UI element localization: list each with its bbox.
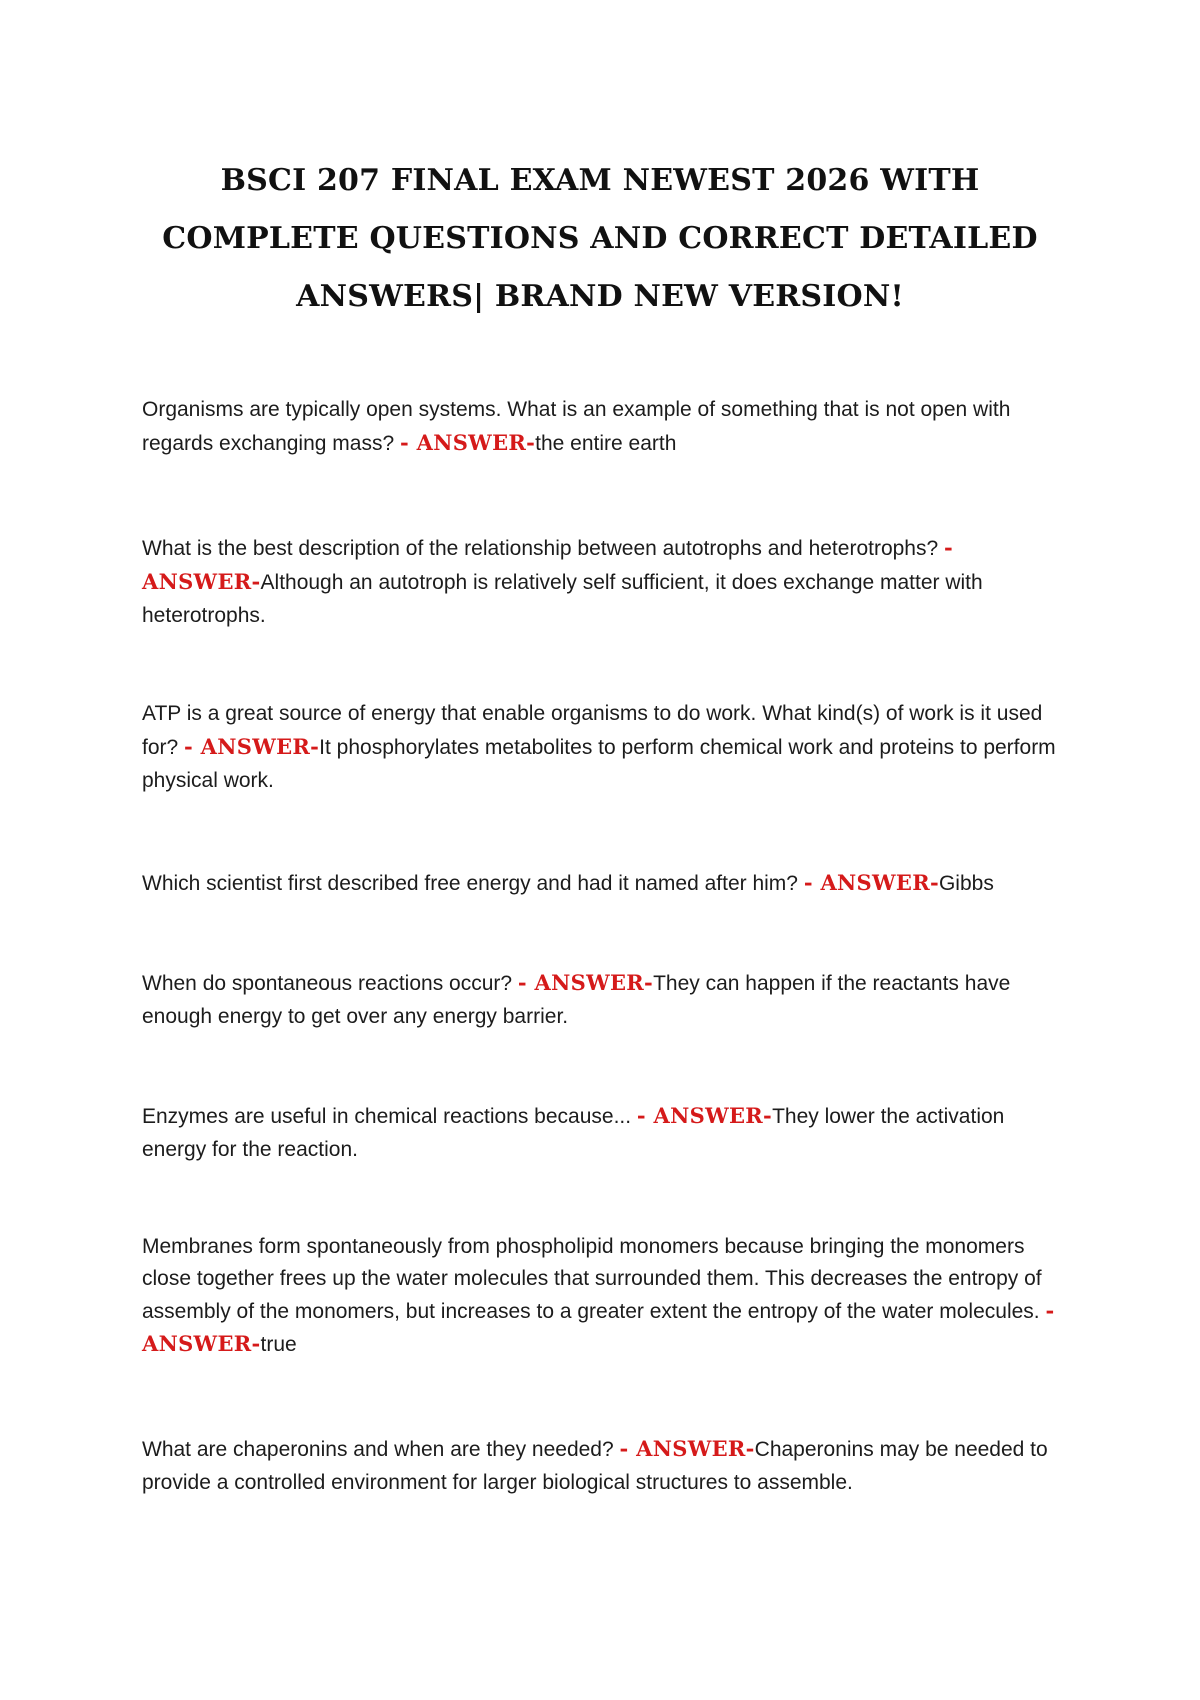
question-text: ATP is a great source of energy that enable organisms to do work. What kind(s) of work is it used for? — [142, 702, 1043, 759]
question-text: What is the best description of the relationship between autotrophs and heterotrophs? — [142, 537, 939, 560]
qa-item-4 — [142, 866, 1062, 900]
question-text: Enzymes are useful in chemical reactions because... — [142, 1105, 632, 1128]
document-title: BSCI 207 FINAL EXAM NEWEST 2026 WITH COMPLETE QUESTIONS AND CORRECT DETAILED ANSWERS| BRAND NEW VERSION! — [162, 163, 1038, 314]
answer-text: Chaperonins may be needed to provide a controlled environment for larger biological structures to assemble. — [142, 1438, 1048, 1494]
answer-marker: - ANSWER- — [400, 430, 536, 455]
answer-text: It phosphorylates metabolites to perform chemical work and proteins to perform physical work. — [142, 736, 1056, 792]
question-text: Organisms are typically open systems. What is an example of something that is not open with regards exchanging mass? — [142, 398, 1011, 455]
answer-marker: - ANSWER- — [619, 1436, 755, 1461]
answer-marker: - ANSWER- — [142, 535, 954, 594]
answer-text: true — [260, 1333, 297, 1356]
answer-marker: - ANSWER- — [142, 1298, 1055, 1356]
answer-text: Although an autotroph is relatively self sufficient, it does exchange matter with heterotrophs. — [142, 571, 983, 627]
answer-marker: - ANSWER- — [517, 970, 654, 995]
question-text: Which scientist first described free energy and had it named after him? — [142, 872, 798, 895]
qa-item-5 — [142, 966, 1062, 1033]
answer-text: the entire earth — [535, 432, 677, 455]
qa-item-7 — [142, 1231, 1062, 1361]
qa-item-2 — [142, 531, 1062, 632]
answer-marker: - ANSWER- — [184, 734, 320, 759]
question-text: Membranes form spontaneously from phospholipid monomers because bringing the monomers close together frees up the water molecules that surrounded them. This decreases the entropy of assembly of the monomers, but increases to a greater extent the entropy of the water molecules. — [142, 1235, 1042, 1323]
qa-item-8 — [142, 1432, 1062, 1499]
qa-item-3 — [142, 697, 1062, 797]
question-text: What are chaperonins and when are they needed? — [142, 1438, 614, 1461]
qa-item-1 — [142, 393, 1062, 460]
answer-marker: - ANSWER- — [803, 870, 939, 895]
answer-text: Gibbs — [938, 872, 994, 895]
answer-text: They lower the activation energy for the reaction. — [142, 1105, 1005, 1161]
answer-text: They can happen if the reactants have enough energy to get over any energy barrier. — [142, 972, 1011, 1028]
question-text: When do spontaneous reactions occur? — [142, 972, 513, 995]
qa-item-6 — [142, 1099, 1062, 1166]
answer-marker: - ANSWER- — [636, 1103, 773, 1128]
